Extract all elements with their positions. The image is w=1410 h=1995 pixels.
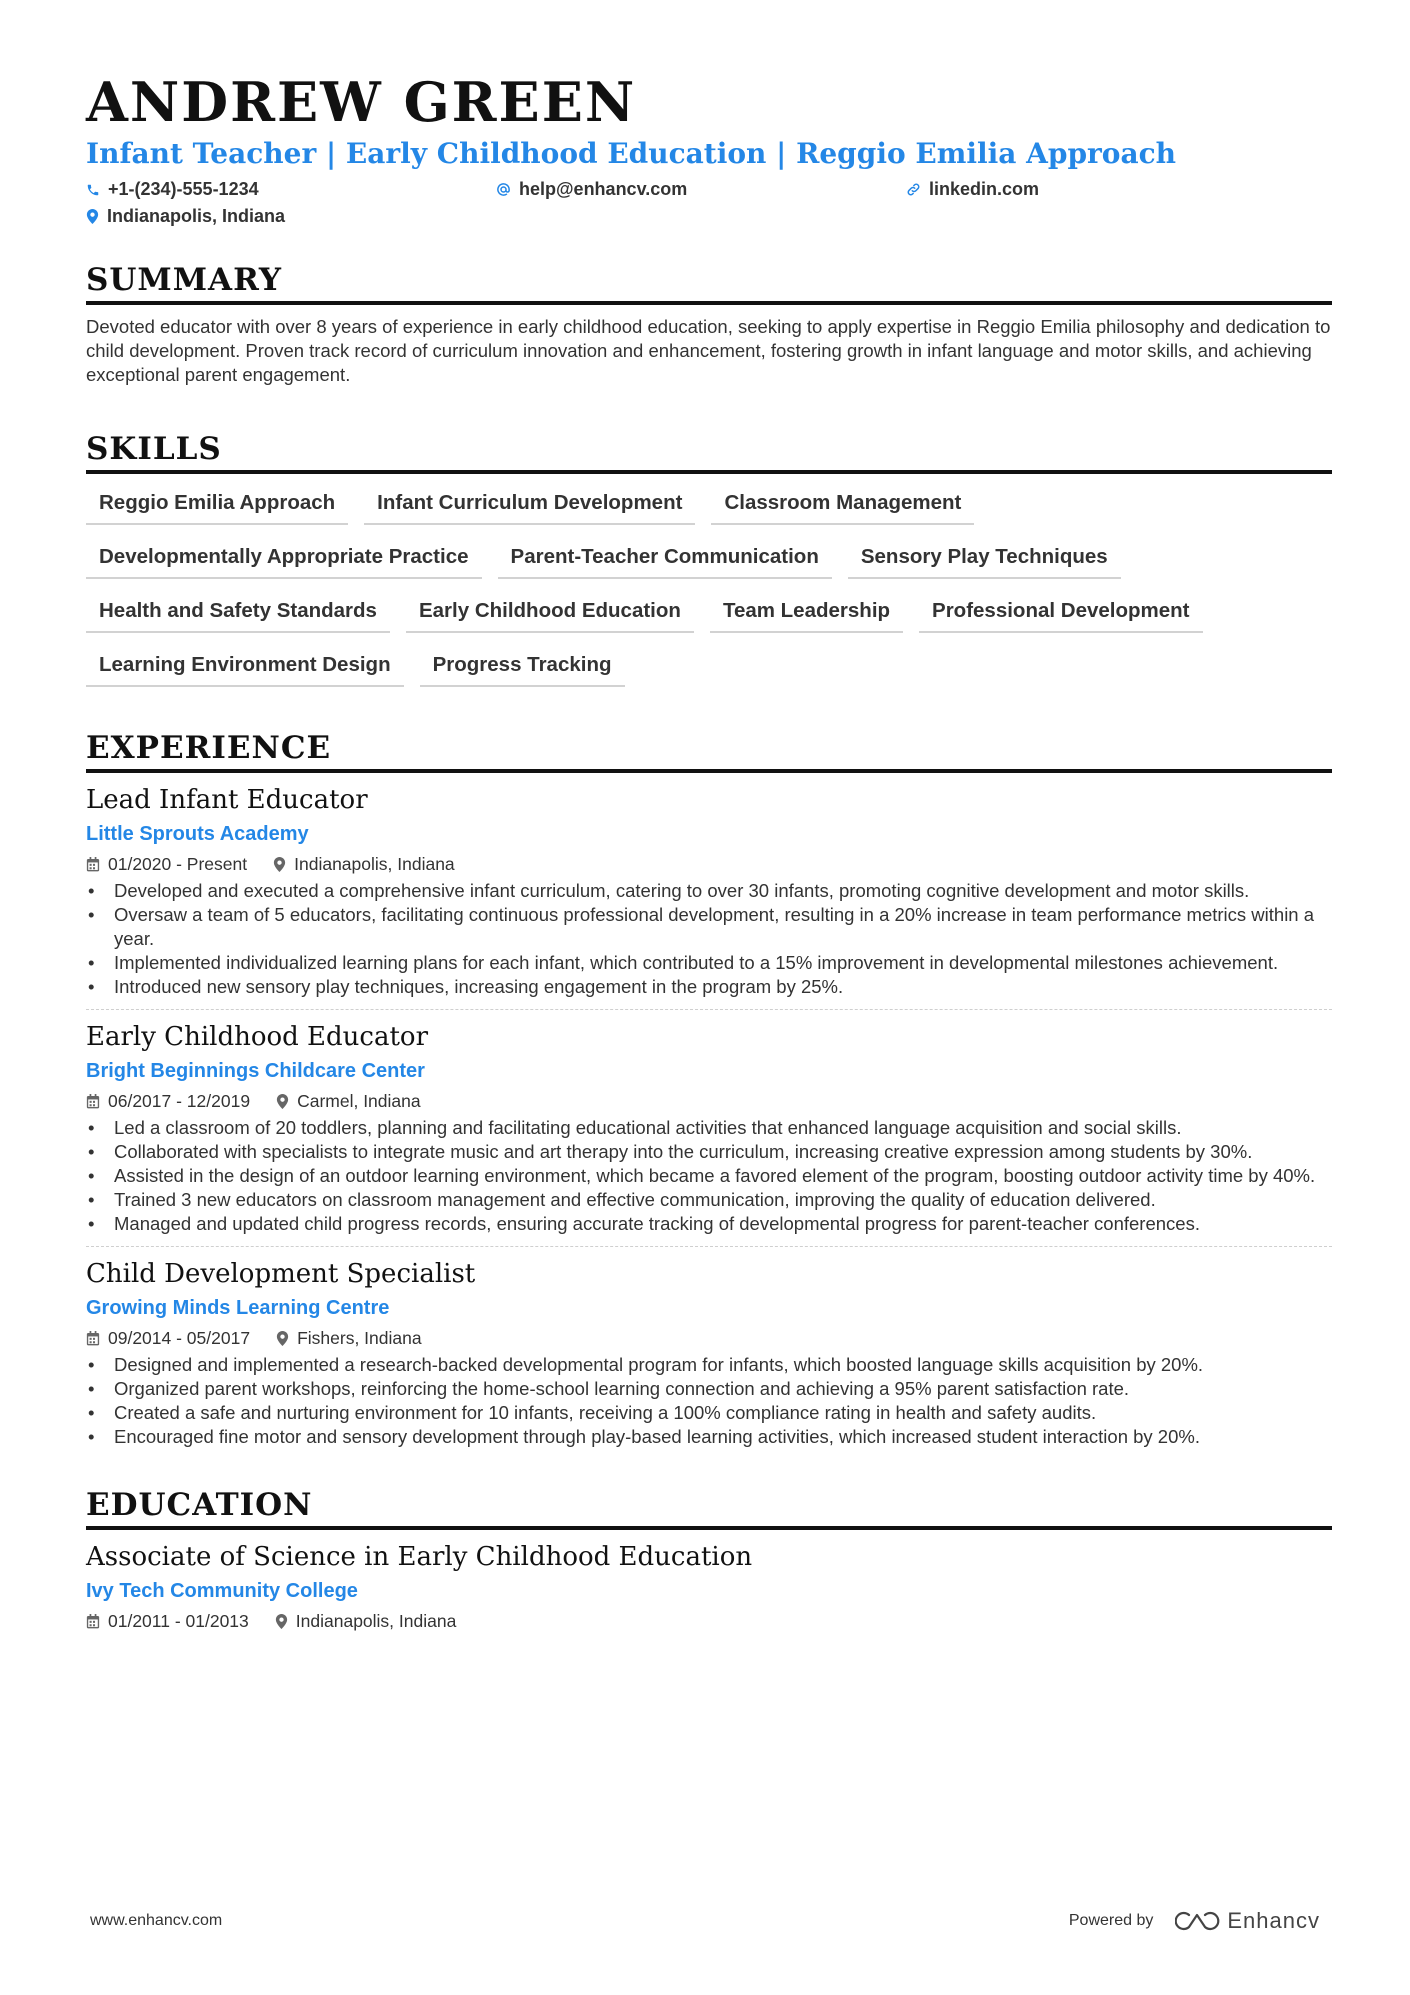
skill-tag: Health and Safety Standards bbox=[86, 590, 390, 633]
skill-tag: Infant Curriculum Development bbox=[364, 482, 695, 525]
calendar-icon bbox=[86, 1614, 100, 1629]
summary-section bbox=[86, 260, 1332, 387]
education-entry bbox=[86, 1540, 1332, 1632]
footer-brand[interactable] bbox=[1069, 1908, 1320, 1934]
job-bullet: • Implemented individualized learning plans for each infant, which contributed to a 15% improvement in developmental milestones achievement. bbox=[86, 951, 1332, 975]
enhancv-logo-icon bbox=[1175, 1910, 1221, 1932]
calendar-icon bbox=[86, 1094, 100, 1109]
job-bullets bbox=[86, 1116, 1332, 1236]
job-title: Early Childhood Educator bbox=[86, 1022, 429, 1052]
degree-title: Associate of Science in Early Childhood Education bbox=[86, 1542, 753, 1572]
experience-section bbox=[86, 728, 1332, 1449]
resume-header bbox=[86, 72, 1332, 230]
job-dates bbox=[86, 853, 247, 875]
job-location bbox=[276, 1327, 422, 1349]
calendar-icon bbox=[86, 857, 100, 872]
job-bullet: • Encouraged fine motor and sensory development through play-based learning activities, which increased student interaction by 20%. bbox=[86, 1425, 1332, 1449]
job-bullet: • Collaborated with specialists to integrate music and art therapy into the curriculum, increasing creative expression among students by 30%. bbox=[86, 1140, 1332, 1164]
company-name[interactable]: Bright Beginnings Childcare Center bbox=[86, 1060, 425, 1082]
skills-section bbox=[86, 429, 1332, 698]
school-name[interactable]: Ivy Tech Community College bbox=[86, 1580, 358, 1602]
job-title: Lead Infant Educator bbox=[86, 785, 368, 815]
education-section bbox=[86, 1485, 1332, 1632]
job-entry bbox=[86, 783, 1332, 1010]
location-pin-icon bbox=[273, 857, 286, 872]
section-divider bbox=[86, 769, 1332, 773]
job-dates-text: 06/2017 - 12/2019 bbox=[108, 1091, 251, 1111]
summary-text: Devoted educator with over 8 years of experience in early childhood education, seeking to apply expertise in Reggio Emilia philosophy and dedication to child development. Proven track record of curriculum innovation and enhancement, fostering growth in infant language and motor skills, and achieving exceptional parent engagement. bbox=[86, 316, 1331, 385]
contact-phone[interactable] bbox=[86, 176, 496, 203]
job-bullet: • Trained 3 new educators on classroom management and effective communication, improving the quality of education delivered. bbox=[86, 1188, 1332, 1212]
phone-icon bbox=[86, 183, 100, 197]
contact-info bbox=[86, 176, 1332, 230]
job-bullet: • Assisted in the design of an outdoor learning environment, which became a favored element of the program, boosting outdoor activity time by 40%. bbox=[86, 1164, 1332, 1188]
job-location-text: Carmel, Indiana bbox=[297, 1091, 421, 1111]
job-bullet: • Organized parent workshops, reinforcing the home-school learning connection and achieving a 95% parent satisfaction rate. bbox=[86, 1377, 1332, 1401]
education-heading: EDUCATION bbox=[86, 1487, 313, 1523]
job-meta bbox=[86, 1327, 1332, 1349]
job-meta bbox=[86, 853, 1332, 875]
education-meta bbox=[86, 1610, 1332, 1632]
job-bullet: • Developed and executed a comprehensive infant curriculum, catering to over 30 infants, promoting cognitive development and motor skills. bbox=[86, 879, 1332, 903]
brand-name: Enhancv bbox=[1227, 1908, 1320, 1933]
link-icon bbox=[906, 182, 921, 197]
linkedin-text: linkedin.com bbox=[929, 179, 1040, 199]
skill-tag: Parent-Teacher Communication bbox=[498, 536, 832, 579]
skill-tag: Early Childhood Education bbox=[406, 590, 694, 633]
resume-page bbox=[86, 72, 1332, 1632]
contact-location bbox=[86, 203, 496, 230]
job-divider bbox=[86, 1009, 1332, 1010]
section-divider bbox=[86, 470, 1332, 474]
job-divider bbox=[86, 1246, 1332, 1247]
contact-email[interactable] bbox=[496, 176, 906, 203]
education-location-text: Indianapolis, Indiana bbox=[295, 1611, 457, 1631]
section-divider bbox=[86, 301, 1332, 305]
skills-heading: SKILLS bbox=[86, 431, 222, 467]
job-bullet: • Designed and implemented a research-backed developmental program for infants, which boosted language skills acquisition by 20%. bbox=[86, 1353, 1332, 1377]
education-location bbox=[275, 1610, 457, 1632]
candidate-name: ANDREW GREEN bbox=[86, 70, 637, 134]
job-dates bbox=[86, 1327, 250, 1349]
location-pin-icon bbox=[86, 209, 99, 224]
job-location-text: Indianapolis, Indiana bbox=[294, 854, 455, 874]
job-bullet: • Led a classroom of 20 toddlers, planning and facilitating educational activities that enhanced language acquisition and social skills. bbox=[86, 1116, 1332, 1140]
skill-tag: Progress Tracking bbox=[420, 644, 625, 687]
skills-list bbox=[86, 482, 1326, 698]
powered-by-text: Powered by bbox=[1068, 1912, 1154, 1929]
contact-linkedin[interactable] bbox=[906, 176, 1316, 203]
job-bullets bbox=[86, 1353, 1332, 1449]
phone-text: +1-(234)-555-1234 bbox=[108, 179, 259, 199]
at-icon bbox=[496, 182, 511, 197]
job-entry bbox=[86, 1257, 1332, 1449]
job-bullets bbox=[86, 879, 1332, 999]
education-dates bbox=[86, 1610, 249, 1632]
location-text: Indianapolis, Indiana bbox=[107, 206, 286, 226]
job-dates-text: 01/2020 - Present bbox=[108, 854, 248, 874]
location-pin-icon bbox=[276, 1094, 289, 1109]
calendar-icon bbox=[86, 1331, 100, 1346]
location-pin-icon bbox=[276, 1331, 289, 1346]
skill-tag: Team Leadership bbox=[710, 590, 903, 633]
job-meta bbox=[86, 1090, 1332, 1112]
skill-tag: Reggio Emilia Approach bbox=[86, 482, 348, 525]
section-divider bbox=[86, 1526, 1332, 1530]
page-footer bbox=[90, 1908, 1320, 1934]
location-pin-icon bbox=[275, 1614, 288, 1629]
job-bullet: • Oversaw a team of 5 educators, facilitating continuous professional development, resulting in a 20% increase in team performance metrics within a year. bbox=[86, 903, 1332, 951]
summary-heading: SUMMARY bbox=[86, 262, 283, 298]
skill-tag: Sensory Play Techniques bbox=[848, 536, 1121, 579]
footer-url[interactable]: www.enhancv.com bbox=[90, 1912, 223, 1929]
job-dates-text: 09/2014 - 05/2017 bbox=[108, 1328, 251, 1348]
candidate-title: Infant Teacher | Early Childhood Education | Reggio Emilia Approach bbox=[86, 137, 1177, 170]
job-bullet: • Introduced new sensory play techniques, increasing engagement in the program by 25%. bbox=[86, 975, 1332, 999]
job-location bbox=[273, 853, 455, 875]
job-dates bbox=[86, 1090, 250, 1112]
skill-tag: Learning Environment Design bbox=[86, 644, 404, 687]
experience-heading: EXPERIENCE bbox=[86, 730, 332, 766]
skill-tag: Professional Development bbox=[919, 590, 1202, 633]
job-location bbox=[276, 1090, 421, 1112]
job-entry bbox=[86, 1020, 1332, 1247]
education-dates-text: 01/2011 - 01/2013 bbox=[108, 1611, 249, 1631]
email-text: help@enhancv.com bbox=[519, 179, 688, 199]
job-location-text: Fishers, Indiana bbox=[297, 1328, 422, 1348]
job-title: Child Development Specialist bbox=[86, 1259, 476, 1289]
job-bullet: • Created a safe and nurturing environment for 10 infants, receiving a 100% compliance rating in health and safety audits. bbox=[86, 1401, 1332, 1425]
job-bullet: • Managed and updated child progress records, ensuring accurate tracking of developmental progress for parent-teacher conferences. bbox=[86, 1212, 1332, 1236]
skill-tag: Classroom Management bbox=[711, 482, 974, 525]
skill-tag: Developmentally Appropriate Practice bbox=[86, 536, 482, 579]
company-name[interactable]: Little Sprouts Academy bbox=[86, 823, 309, 845]
company-name[interactable]: Growing Minds Learning Centre bbox=[86, 1297, 390, 1319]
